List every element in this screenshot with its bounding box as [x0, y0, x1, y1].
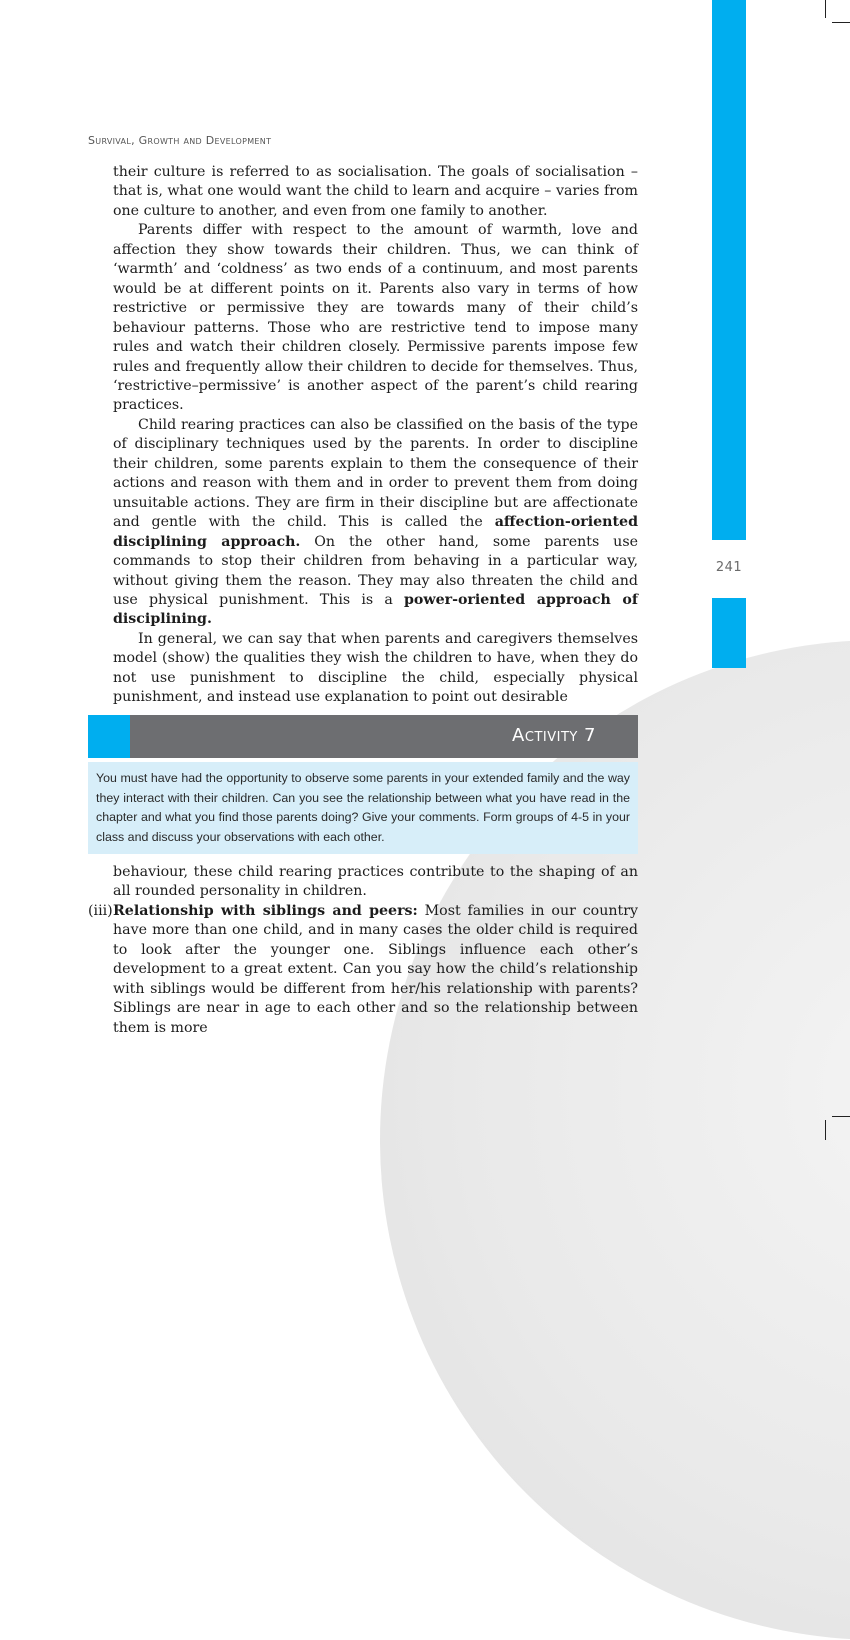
paragraph-text: Child rearing practices can also be classified on the basis of the type of disciplinary techniques used by the parents. In order to discipline their children, some parents explain to them the consequence of their actions and reason with them and in order to prevent them from doing unsuitable actions. They are firm in their discipline but are affectionate and gentle with the child. This is called the — [113, 416, 638, 531]
crop-mark-bottom-vertical — [825, 1120, 826, 1140]
paragraph — [113, 416, 638, 630]
crop-mark-top-vertical — [825, 0, 826, 18]
list-item-iii — [88, 902, 638, 1038]
paragraph-text: On the other hand, some parents use commands to stop their children from behaving in a particular way, without giving them the reason. They may also threaten the child and use physical punishment. This is a — [113, 533, 638, 608]
side-tab-top — [712, 0, 746, 540]
bold-term: Relationship with siblings and peers: — [113, 902, 418, 919]
paragraph: behaviour, these child rearing practices contribute to the shaping of an all rounded personality in children. — [113, 864, 638, 900]
paragraph-text: Most families in our country have more than one child, and in many cases the older child is required to look after the younger one. Siblings influence each other’s development to a great extent. Can you say how the child’s relationship with siblings would be different from her/his relationship with parents? Siblings are near in age to each other and so the relationship between them is more — [113, 902, 638, 1036]
activity-header — [88, 715, 638, 758]
bold-term: power-oriented approach of disciplining. — [113, 591, 639, 628]
main-text-upper — [113, 163, 638, 708]
crop-mark-bottom-horizontal — [832, 1116, 850, 1117]
page-number: 241 — [715, 560, 743, 575]
paragraph: In general, we can say that when parents and caregivers themselves model (show) the qualities they wish the children to have, when they do not use punishment to discipline the child, especially physical punishment, and instead use explanation to point out desirable — [113, 630, 638, 706]
activity-text: You must have had the opportunity to observe some parents in your extended family and the way they interact with their children. Can you see the relationship between what you have read in the chapter and what you find those parents doing? Give your comments. Form groups of 4-5 in your class and discuss your observations with each other. — [96, 771, 630, 844]
side-tab-bottom — [712, 598, 746, 668]
activity-title: Activity 7 — [512, 725, 596, 746]
running-header: Survival, Growth and Development — [88, 134, 272, 147]
crop-mark-top-horizontal — [832, 22, 850, 23]
paragraph: Parents differ with respect to the amount of warmth, love and affection they show towards their children. Thus, we can think of ‘warmth’ and ‘coldness’ as two ends of a continuum, and most parents would be at different points on it. Parents also vary in terms of how restrictive or permissive they are towards many of their child’s behaviour patterns. Those who are restrictive tend to impose many rules and watch their children closely. Permissive parents impose few rules and frequently allow their children to decide for themselves. Thus, ‘restrictive–permissive’ is another aspect of the parent’s child rearing practices. — [113, 222, 638, 414]
paragraph: their culture is referred to as socialisation. The goals of socialisation – that is, what one would want the child to learn and acquire – varies from one culture to another, and even from one family to another. — [113, 164, 638, 219]
list-item-text — [113, 902, 638, 1038]
main-text-lower — [88, 863, 638, 1038]
list-marker: (iii) — [88, 902, 113, 919]
activity-box — [88, 762, 638, 854]
bold-term: affection-oriented disciplining approach. — [113, 514, 638, 550]
activity-accent-square — [88, 715, 130, 758]
